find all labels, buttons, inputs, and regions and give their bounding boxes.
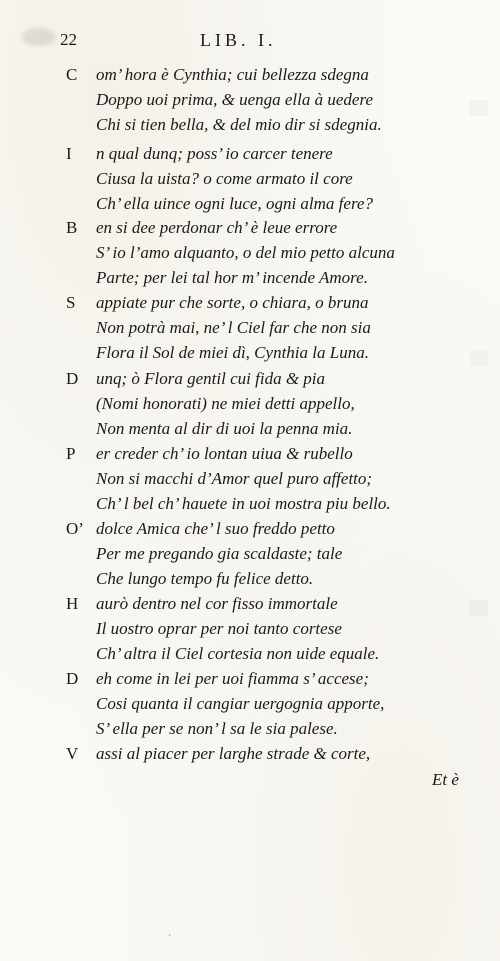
initial-letter: V <box>66 744 79 763</box>
page-number: 22 <box>60 30 77 49</box>
verse-line: O’ dolce Amica che’ l suo freddo petto <box>66 516 342 541</box>
initial-letter: S <box>66 293 76 312</box>
ink-smudge <box>22 28 56 46</box>
verse-line: Chi si tien bella, & del mio dir si sdegnia. <box>96 115 382 134</box>
verse-line: Parte; per lei tal hor m’ incende Amore. <box>96 268 368 287</box>
tercet <box>66 366 355 441</box>
verse-line: Ch’ ella uince ogni luce, ogni alma fere? <box>96 194 373 213</box>
verse-line: P er creder ch’ io lontan uiua & rubello <box>66 441 391 466</box>
tercet <box>66 290 371 365</box>
verse-line: Non si macchi d’Amor quel puro affetto; <box>96 469 373 488</box>
verse-line: Cosi quanta il cangiar uergognia apporte, <box>96 694 385 713</box>
tercet <box>66 215 395 290</box>
tercet <box>66 62 382 137</box>
verse-line: Non menta al dir di uoi la penna mia. <box>96 419 353 438</box>
verse-line: I n qual dunq; poss’ io carcer tenere <box>66 141 373 166</box>
verse-line: Che lungo tempo fu felice detto. <box>96 569 314 588</box>
verse-line: S appiate pur che sorte, o chiara, o bruna <box>66 290 371 315</box>
verse-line: Doppo uoi prima, & uenga ella à uedere <box>96 90 373 109</box>
verse-line: Flora il Sol de miei dì, Cynthia la Luna. <box>96 343 369 362</box>
initial-letter: B <box>66 218 78 237</box>
initial-letter: O’ <box>66 519 84 538</box>
verse-line: Il uostro oprar per noi tanto cortese <box>96 619 342 638</box>
bleed-through <box>470 350 488 366</box>
verse-line: Ciusa la uista? o come armato il core <box>96 169 353 188</box>
tercet <box>66 141 373 216</box>
initial-letter: C <box>66 65 78 84</box>
tercet <box>66 441 391 516</box>
tercet <box>66 666 384 741</box>
verse-line: Per me pregando gia scaldaste; tale <box>96 544 343 563</box>
verse-line: Ch’ l bel ch’ hauete in uoi mostra piu bello. <box>96 494 391 513</box>
tercet <box>66 516 342 591</box>
verse-line: C om’ hora è Cynthia; cui bellezza sdegna <box>66 62 382 87</box>
verse-line: Ch’ altra il Ciel cortesia non uide equale. <box>96 644 380 663</box>
initial-letter: D <box>66 369 79 388</box>
verse-line: (Nomi honorati) ne miei detti appello, <box>96 394 355 413</box>
tercet <box>66 741 370 766</box>
verse-line: D unq; ò Flora gentil cui fida & pia <box>66 366 355 391</box>
verse-line: V assi al piacer per larghe strade & corte, <box>66 741 370 766</box>
verse-line: B en si dee perdonar ch’ è leue errore <box>66 215 395 240</box>
verse-line: S’ ella per se non’ l sa le sia palese. <box>96 719 338 738</box>
verse-line: H aurò dentro nel cor fisso immortale <box>66 591 379 616</box>
verse-line: D eh come in lei per uoi fiamma s’ accese; <box>66 666 384 691</box>
bleed-through <box>470 600 488 616</box>
bleed-through <box>470 100 488 116</box>
initial-letter: P <box>66 444 76 463</box>
catchword: Et è <box>432 770 459 789</box>
paper-mark: ˋ <box>168 934 172 945</box>
initial-letter: D <box>66 669 79 688</box>
running-head: LIB. I. <box>200 30 277 50</box>
initial-letter: H <box>66 594 79 613</box>
tercet <box>66 591 379 666</box>
verse-line: Non potrà mai, ne’ l Ciel far che non sia <box>96 318 371 337</box>
verse-line: S’ io l’amo alquanto, o del mio petto alcuna <box>96 243 395 262</box>
initial-letter: I <box>66 144 72 163</box>
